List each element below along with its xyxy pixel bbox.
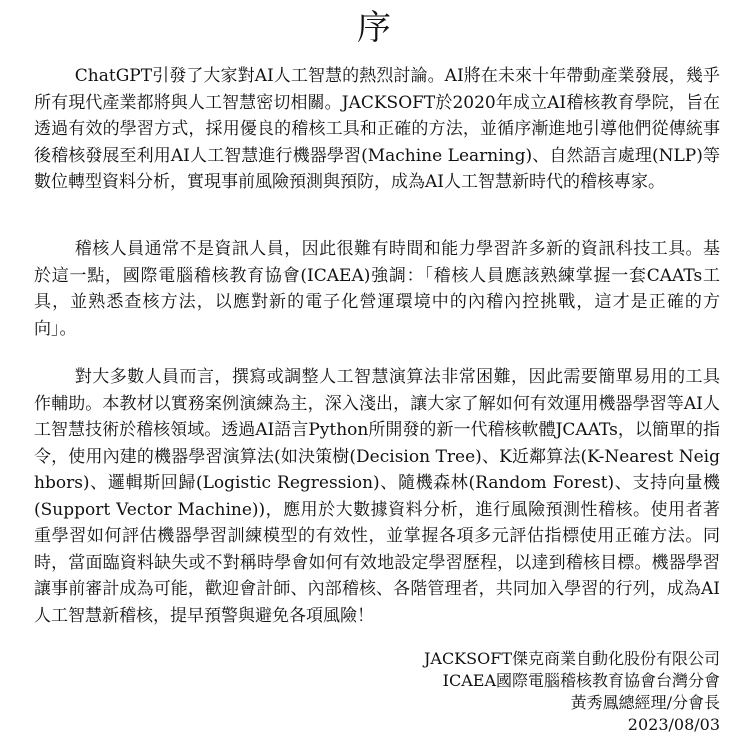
signature-association: ICAEA國際電腦稽核教育協會台灣分會 (442, 671, 720, 690)
signature-name-role: 黃秀鳳總經理/分會長 (570, 693, 720, 712)
paragraph-3: 對大多數人員而言，撰寫或調整人工智慧演算法非常困難，因此需要簡單易用的工具作輔助。本教材以實務案例演練為主，深入淺出，讓大家了解如何有效運用機器學習等AI人工智慧技術於稽核領域。透過AI語言Python所開發的新一代稽核軟體JCAATs，以簡單的指令，使用內建的機器學習演算法(如決策樹(Decision Tree)、K近鄰算法(K-Nearest Neighbors)、邏輯斯回歸(Logistic Regression)、隨機森林(Random Forest)、支持向量機(Support Vector Machine))，應用於大數據資料分析，進行風險預測性稽核。使用者著重學習如何評估機器學習訓練模型的有效性，並掌握各項多元評估指標使用正確方法。同時，當面臨資料缺失或不對稱時學會如何有效地設定學習歷程，以達到稽核目標。機器學習讓事前審計成為可能，歡迎會計師、內部稽核、各階管理者，共同加入學習的行列，成為AI人工智慧新稽核，提早預警與避免各項風險！ (34, 367, 720, 626)
paragraph-2: 稽核人員通常不是資訊人員，因此很難有時間和能力學習許多新的資訊科技工具。基於這一點，國際電腦稽核教育協會(ICAEA)強調：「稽核人員應該熟練掌握一套CAATs工具，並熟悉查核方法，以應對新的電子化營運環境中的內稽內控挑戰，這才是正確的方向」。 (34, 239, 720, 339)
signature-block (424, 648, 720, 736)
signature-company: JACKSOFT傑克商業自動化股份有限公司 (423, 649, 720, 668)
page-title: 序 (357, 8, 393, 48)
signature-date: 2023/08/03 (627, 715, 720, 734)
paragraph-1: ChatGPT引發了大家對AI人工智慧的熱烈討論。AI將在未來十年帶動產業發展，幾乎所有現代產業都將與人工智慧密切相關。JACKSOFT於2020年成立AI稽核教育學院，旨在透過有效的學習方式，採用優良的稽核工具和正確的方法，並循序漸進地引導他們從傳統事後稽核發展至利用AI人工智慧進行機器學習(Machine Learning)、自然語言處理(NLP)等數位轉型資料分析，實現事前風險預測與預防，成為AI人工智慧新時代的稽核專家。 (34, 66, 720, 192)
